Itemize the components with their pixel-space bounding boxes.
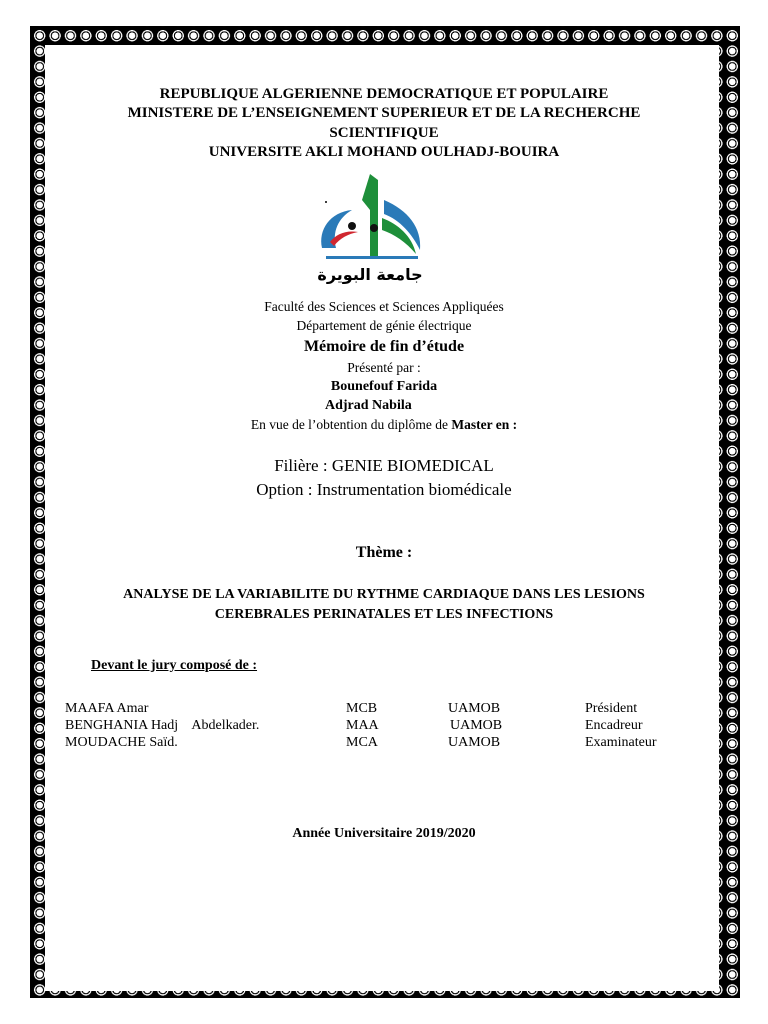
header-ministry: MINISTERE DE L’ENSEIGNEMENT SUPERIEUR ET DE LA RECHERCHE: [127, 105, 641, 121]
document-type: Mémoire de fin d’étude: [303, 338, 465, 355]
department-name: Département de génie électrique: [296, 318, 472, 333]
university-logo: [312, 170, 428, 286]
jury-grade: MCA: [346, 735, 378, 750]
jury-name: MOUDACHE Saïd.: [65, 735, 178, 750]
header-ministry-cont: SCIENTIFIQUE: [329, 125, 439, 141]
author-1: Bounefouf Farida: [330, 379, 438, 394]
jury-role: Examinateur: [585, 735, 657, 750]
jury-institution: UAMOB: [448, 735, 501, 750]
obtention-line: [0, 417, 768, 433]
option: Option : Instrumentation biomédicale: [256, 480, 512, 499]
jury-row: [0, 701, 768, 718]
jury-name: MAAFA Amar: [65, 701, 149, 716]
theme-title-line2: CEREBRALES PERINATALES ET LES INFECTIONS: [214, 607, 554, 622]
theme-title-line1: ANALYSE DE LA VARIABILITE DU RYTHME CARDIAQUE DANS LES LESIONS: [123, 587, 645, 602]
obtention-degree: Master en :: [451, 417, 518, 432]
jury-heading: Devant le jury composé de :: [91, 658, 258, 673]
jury-row: [0, 735, 768, 752]
jury-role: Encadreur: [585, 718, 643, 733]
jury-institution: UAMOB: [448, 701, 501, 716]
header-university: UNIVERSITE AKLI MOHAND OULHADJ-BOUIRA: [208, 144, 560, 160]
jury-role: Président: [585, 701, 638, 716]
jury-institution: UAMOB: [450, 718, 503, 733]
obtention-prefix: En vue de l’obtention du diplôme de: [250, 417, 452, 432]
jury-grade: MAA: [346, 718, 379, 733]
jury-row: [0, 718, 768, 735]
academic-year: Année Universitaire 2019/2020: [292, 826, 476, 841]
filiere: Filière : GENIE BIOMEDICAL: [274, 456, 494, 475]
faculty-name: Faculté des Sciences et Sciences Appliquées: [264, 299, 504, 314]
header-republic: REPUBLIQUE ALGERIENNE DEMOCRATIQUE ET POPULAIRE: [159, 86, 609, 102]
theme-label: Thème :: [355, 544, 413, 561]
logo-arabic-text: جامعة البويرة: [317, 265, 423, 284]
jury-grade: MCB: [346, 701, 378, 716]
author-2: Adjrad Nabila: [325, 398, 412, 413]
jury-name: BENGHANIA Hadj Abdelkader.: [65, 718, 260, 733]
presented-by: Présenté par :: [347, 360, 421, 375]
